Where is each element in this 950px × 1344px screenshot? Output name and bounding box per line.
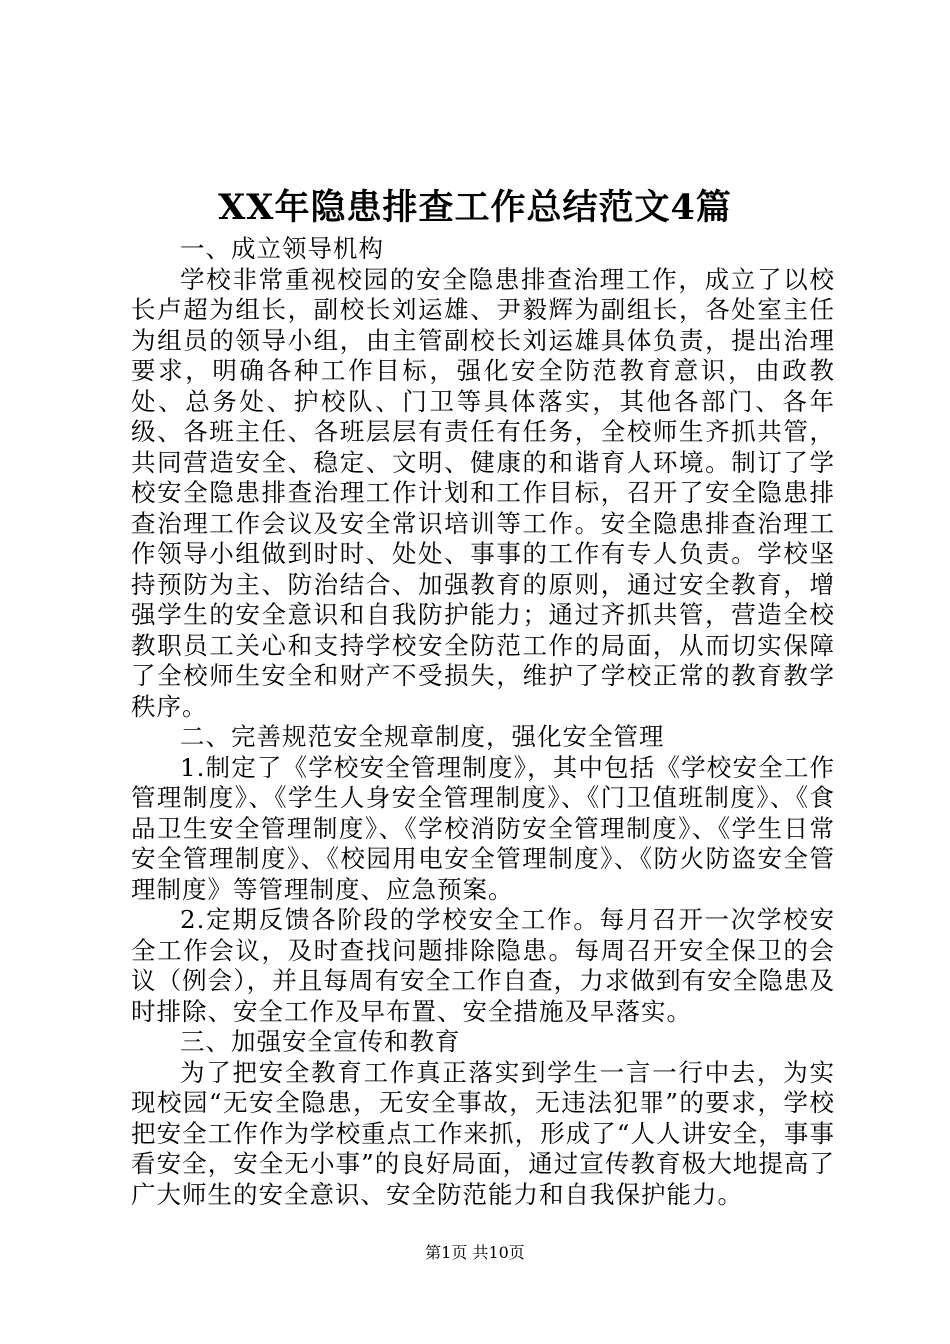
section-heading-3: 三、加强安全宣传和教育 bbox=[180, 1027, 461, 1056]
paragraph-regulations: 1.制定了《学校安全管理制度》，其中包括《学校安全工作管理制度》、《学生人身安全管理制度》、《门卫值班制度》、《食品卫生安全管理制度》、《学校消防安全管理制度》、《学生日常安全管理制度》、《校园用电安全管理制度》、《防火防盗安全管理制度》等管理制度、应急预案。 bbox=[131, 752, 835, 904]
paragraph-feedback: 2.定期反馈各阶段的学校安全工作。每月召开一次学校安全工作会议，及时查找问题排除隐患。每周召开安全保卫的会议（例会），并且每周有安全工作自查，力求做到有安全隐患及时排除、安全工作及早布置、安全措施及早落实。 bbox=[131, 905, 835, 1026]
paragraph-education: 为了把安全教育工作真正落实到学生一言一行中去，为实现校园“无安全隐患，无安全事故，无违法犯罪”的要求，学校把安全工作作为学校重点工作来抓，形成了“人人讲安全，事事看安全，安全无小事”的良好局面，通过宣传教育极大地提高了广大师生的安全意识、安全防范能力和自我保护能力。 bbox=[131, 1057, 835, 1209]
document-title: XX年隐患排查工作总结范文4篇 bbox=[218, 187, 732, 228]
section-heading-1: 一、成立领导机构 bbox=[180, 234, 384, 263]
document-body bbox=[131, 234, 835, 1210]
paragraph-leadership: 学校非常重视校园的安全隐患排查治理工作，成立了以校长卢超为组长，副校长刘运雄、尹毅辉为副组长，各处室主任为组员的领导小组，由主管副校长刘运雄具体负责，提出治理要求，明确各种工作目标，强化安全防范教育意识，由政教处、总务处、护校队、门卫等具体落实，其他各部门、各年级、各班主任、各班层层有责任有任务，全校师生齐抓共管，共同营造安全、稳定、文明、健康的和谐育人环境。制订了学校安全隐患排查治理工作计划和工作目标，召开了安全隐患排查治理工作会议及安全常识培训等工作。安全隐患排查治理工作领导小组做到时时、处处、事事的工作有专人负责。学校坚持预防为主、防治结合、加强教育的原则，通过安全教育，增强学生的安全意识和自我防护能力；通过齐抓共管，营造全校教职员工关心和支持学校安全防范工作的局面，从而切实保障了全校师生安全和财产不受损失，维护了学校正常的教育教学秩序。 bbox=[131, 264, 835, 721]
section-heading-2: 二、完善规范安全规章制度，强化安全管理 bbox=[180, 722, 665, 751]
page-number-footer: 第1页 共10页 bbox=[425, 1243, 525, 1262]
